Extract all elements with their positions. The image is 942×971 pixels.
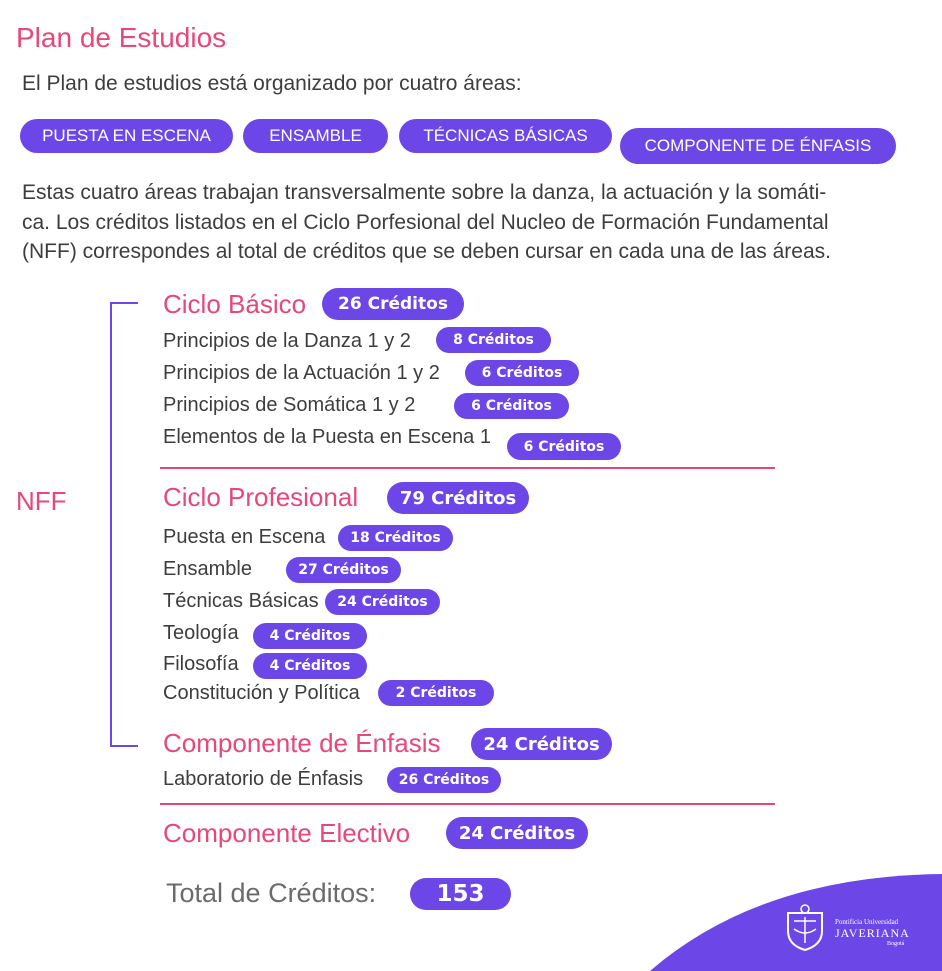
- ciclo-profesional-item-6: Constitución y Política: [163, 682, 360, 704]
- componente-enfasis-item-1: Laboratorio de Énfasis: [163, 768, 364, 790]
- area-pill-tecnicas-basicas: TÉCNICAS BÁSICAS: [399, 119, 612, 153]
- page-title: Plan de Estudios: [16, 22, 227, 53]
- ciclo-profesional-item-3: Técnicas Básicas: [163, 590, 319, 612]
- ciclo-basico-item-1: Principios de la Danza 1 y 2: [163, 330, 411, 352]
- total-label: Total de Créditos:: [166, 878, 377, 908]
- logo-line-2: JAVERIANA: [835, 926, 910, 940]
- ciclo-profesional-credits: 79 Créditos: [387, 482, 529, 514]
- ciclo-profesional-item-3-credits: 24 Créditos: [325, 589, 440, 615]
- ciclo-basico-item-2-credits: 6 Créditos: [465, 360, 579, 386]
- componente-electivo-title: Componente Electivo: [163, 818, 411, 848]
- logo-line-3: Bogotá: [887, 941, 905, 947]
- nff-bracket-vertical: [110, 302, 112, 747]
- ciclo-basico-credits: 26 Créditos: [322, 288, 464, 320]
- ciclo-basico-item-4-credits: 6 Créditos: [507, 433, 621, 460]
- componente-enfasis-item-1-credits: 26 Créditos: [387, 767, 501, 793]
- componente-enfasis-credits: 24 Créditos: [471, 728, 612, 760]
- ciclo-basico-title: Ciclo Básico: [163, 289, 307, 319]
- ciclo-profesional-item-1: Puesta en Escena: [163, 526, 326, 548]
- logo-line-1: Pontificia Universidad: [835, 918, 899, 926]
- area-pill-puesta-en-escena: PUESTA EN ESCENA: [20, 119, 233, 153]
- ciclo-profesional-item-5-credits: 4 Créditos: [253, 653, 367, 679]
- ciclo-profesional-item-2: Ensamble: [163, 558, 252, 580]
- intro-text: El Plan de estudios está organizado por cuatro áreas:: [22, 72, 522, 95]
- ciclo-profesional-item-4: Teología: [163, 622, 239, 644]
- ciclo-basico-item-2: Principios de la Actuación 1 y 2: [163, 362, 440, 384]
- description-line-2: ca. Los créditos listados en el Ciclo Porfesional del Nucleo de Formación Fundamental: [22, 211, 829, 234]
- area-pill-componente-enfasis: COMPONENTE DE ÉNFASIS: [620, 128, 896, 164]
- description-line-3: (NFF) correspondes al total de créditos que se deben cursar en cada una de las áreas.: [22, 240, 831, 263]
- ciclo-basico-item-4: Elementos de la Puesta en Escena 1: [163, 426, 491, 448]
- componente-enfasis-title: Componente de Énfasis: [163, 728, 441, 758]
- nff-bracket-bottom: [110, 745, 138, 747]
- ciclo-basico-item-3: Principios de Somática 1 y 2: [163, 394, 416, 416]
- ciclo-basico-item-3-credits: 6 Créditos: [454, 393, 569, 419]
- description-line-1: Estas cuatro áreas trabajan transversalmente sobre la danza, la actuación y la somáti-: [22, 181, 827, 204]
- ciclo-profesional-item-1-credits: 18 Créditos: [338, 525, 453, 551]
- ciclo-basico-item-1-credits: 8 Créditos: [436, 327, 551, 353]
- ciclo-profesional-item-2-credits: 27 Créditos: [286, 557, 401, 583]
- componente-electivo-credits: 24 Créditos: [446, 817, 588, 849]
- ciclo-profesional-item-6-credits: 2 Créditos: [378, 680, 494, 706]
- total-value: 153: [410, 878, 511, 910]
- ciclo-profesional-title: Ciclo Profesional: [163, 482, 359, 512]
- nff-label: NFF: [16, 486, 67, 516]
- university-logo: [780, 903, 830, 956]
- divider-1: [160, 467, 775, 469]
- ciclo-profesional-item-4-credits: 4 Créditos: [253, 623, 367, 649]
- ciclo-profesional-item-5: Filosofía: [163, 653, 239, 675]
- area-pill-ensamble: ENSAMBLE: [243, 119, 388, 153]
- nff-bracket-top: [110, 302, 138, 304]
- divider-2: [160, 803, 775, 805]
- crest-icon: [780, 903, 830, 951]
